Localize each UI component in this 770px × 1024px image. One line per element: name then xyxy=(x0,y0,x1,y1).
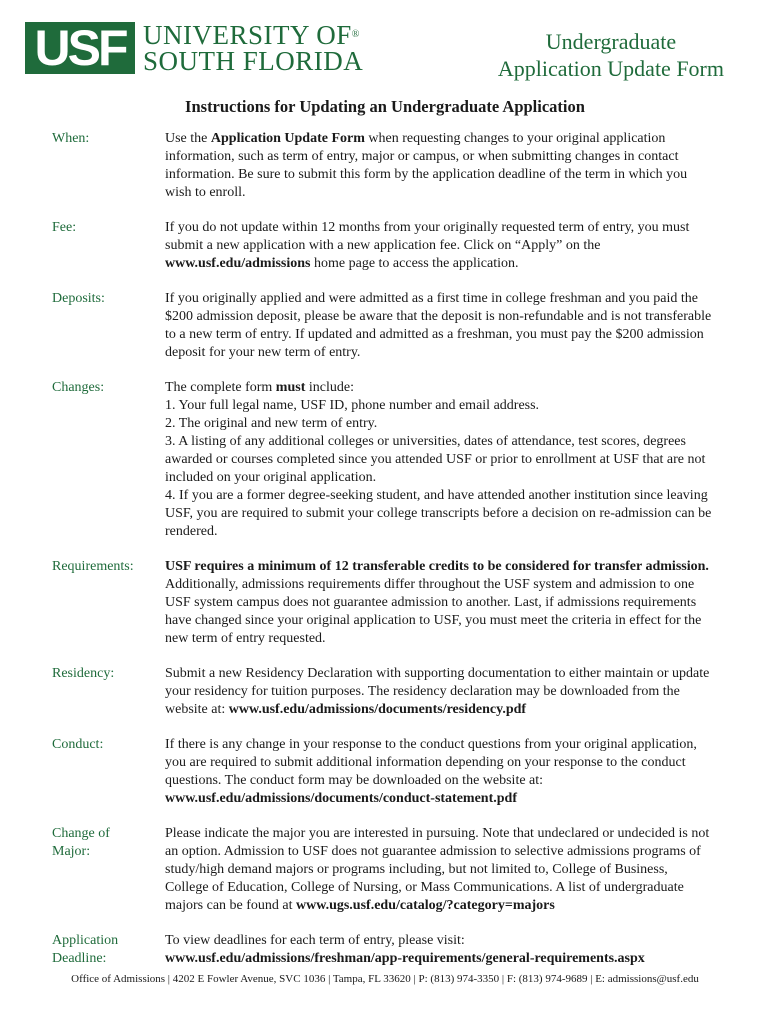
section-body: Use the Application Update Form when requesting changes to your original application information, such as term of entry, major or campus, or when submitting changes in contact information. Be sure to submit this form by the application deadline of the term in which you wish to enroll. xyxy=(165,131,688,200)
page-header xyxy=(0,0,770,90)
instruction-sections xyxy=(52,130,712,968)
page-footer: Office of Admissions | 4202 E Fowler Avenue, SVC 1036 | Tampa, FL 33620 | P: (813) 974-3350 | F: (813) 974-9689 | E: admissions@usf.edu xyxy=(71,973,699,985)
section-fee xyxy=(52,219,712,273)
logo-line-1: UNIVERSITY OF xyxy=(143,20,352,50)
section-label: Change of Major: xyxy=(52,826,110,859)
usf-logo-wordmark xyxy=(143,22,363,74)
admissions-link[interactable]: www.usf.edu/admissions xyxy=(165,256,311,271)
section-application-deadline xyxy=(52,932,712,968)
logo-line-2: SOUTH FLORIDA xyxy=(143,46,364,76)
form-title-line-2: Application Update Form xyxy=(497,56,724,81)
instructions-heading: Instructions for Updating an Undergraduate Application xyxy=(185,97,585,116)
section-changes xyxy=(52,379,712,541)
section-body xyxy=(165,379,712,541)
section-label: Deposits: xyxy=(52,291,105,306)
form-name-bold: Application Update Form xyxy=(210,131,365,146)
form-title xyxy=(498,28,724,82)
changes-item-2: 2. The original and new term of entry. xyxy=(165,416,378,431)
section-body: If there is any change in your response to the conduct questions from your original application, you are required to submit additional information depending on your response to the conduct questions. The conduct form may be downloaded on the website at: www.usf.edu/admissions/documents/conduct-statement.pdf xyxy=(165,737,697,806)
usf-logo xyxy=(25,22,363,74)
section-residency xyxy=(52,665,712,719)
section-body: USF requires a minimum of 12 transferable credits to be considered for transfer admission. Additionally, admissions requirements differ throughout the USF system and admission to one USF system campus does not guarantee admission to another. Last, if admissions requirements have changed since your original application to USF, you must meet the criteria in effect for the new term of entry requested. xyxy=(165,559,709,646)
section-label: When: xyxy=(52,131,90,146)
logo-registered-mark: ® xyxy=(351,29,360,40)
residency-link[interactable]: www.usf.edu/admissions/documents/residency.pdf xyxy=(228,702,527,717)
changes-item-4: 4. If you are a former degree-seeking student, and have attended another institution since leaving USF, you are required to submit your college transcripts before a decision on re-admission can be rendered. xyxy=(165,488,712,539)
section-body: If you do not update within 12 months from your originally requested term of entry, you must submit a new application with a new application fee. Click on “Apply” on the www.usf.edu/admissions home page to access the application. xyxy=(165,220,690,271)
section-body: Submit a new Residency Declaration with supporting documentation to either maintain or update your residency for tuition purposes. The residency declaration may be downloaded from the website at: www.usf.edu/admissions/documents/residency.pdf xyxy=(165,666,710,717)
section-body: Please indicate the major you are interested in pursuing. Note that undeclared or undecided is not an option. Admission to USF does not guarantee admission to selective admissions programs of study/high demand majors or programs including, but not limited to, College of Business, College of Education, College of Nursing, or Mass Communications. A list of undergraduate majors can be found at www.ugs.usf.edu/catalog/?category=majors xyxy=(165,826,710,913)
section-label: Fee: xyxy=(52,220,77,235)
section-requirements xyxy=(52,558,712,648)
changes-item-1: 1. Your full legal name, USF ID, phone number and email address. xyxy=(165,398,540,413)
conduct-link[interactable]: www.usf.edu/admissions/documents/conduct-statement.pdf xyxy=(165,791,517,806)
majors-link[interactable]: www.ugs.usf.edu/catalog/?category=majors xyxy=(296,898,555,913)
form-title-line-1: Undergraduate xyxy=(545,29,677,54)
section-label: Requirements: xyxy=(52,559,134,574)
section-body: If you originally applied and were admitted as a first time in college freshman and you paid the $200 admission deposit, please be aware that the deposit is non-refundable and is not transferable to a new term of entry. If updated and admitted as a freshman, you must pay the $200 admission deposit for your new term of entry. xyxy=(165,291,712,360)
section-label: Conduct: xyxy=(52,737,104,752)
section-when xyxy=(52,130,712,202)
usf-logo-mark: USF xyxy=(25,22,135,74)
deadlines-link[interactable]: www.usf.edu/admissions/freshman/app-requirements/general-requirements.aspx xyxy=(165,951,645,966)
section-label: Changes: xyxy=(52,380,105,395)
section-conduct xyxy=(52,736,712,808)
section-body: To view deadlines for each term of entry, please visit: www.usf.edu/admissions/freshman/app-requirements/general-requirements.aspx xyxy=(165,933,645,966)
section-label: Application Deadline: xyxy=(52,933,119,966)
section-deposits xyxy=(52,290,712,362)
section-change-of-major xyxy=(52,825,712,915)
section-label: Residency: xyxy=(52,666,115,681)
changes-item-3: 3. A listing of any additional colleges or universities, dates of attendance, test scores, degrees awarded or courses completed since you attended USF or prior to enrollment at USF that are not included on your original application. xyxy=(165,434,706,485)
changes-intro: The complete form must include: xyxy=(165,380,354,395)
